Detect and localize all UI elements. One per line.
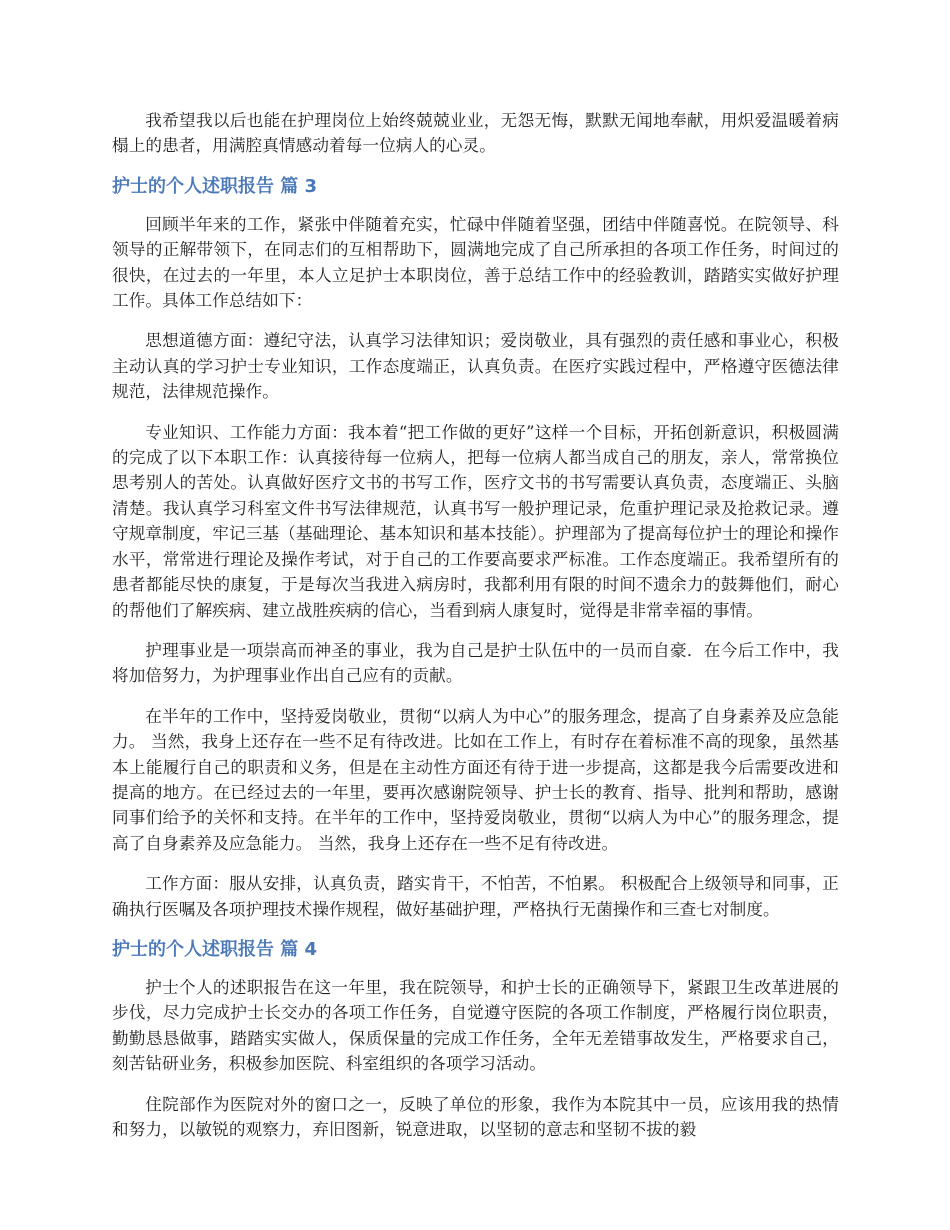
paragraph: 思想道德方面：遵纪守法，认真学习法律知识；爱岗敬业，具有强烈的责任感和事业心，积极主动认真的学习护士专业知识，工作态度端正，认真负责。在医疗实践过程中，严格遵守医德法律规范，法律规范操作。	[112, 331, 839, 402]
paragraph: 住院部作为医院对外的窗口之一，反映了单位的形象，我作为本院其中一员，应该用我的热情和努力，以敏锐的观察力，弃旧图新，锐意进取，以坚韧的意志和坚韧不拔的毅	[112, 1094, 839, 1139]
paragraph: 工作方面：服从安排，认真负责，踏实肯干，不怕苦，不怕累。 积极配合上级领导和同事，正确执行医嘱及各项护理技术操作规程，做好基础护理，严格执行无菌操作和三查七对制度。	[112, 874, 839, 919]
document-page	[112, 108, 839, 1157]
section-heading-3: 护士的个人述职报告 篇 3	[112, 175, 318, 197]
paragraph: 护理事业是一项崇高而神圣的事业，我为自己是护士队伍中的一员而自豪．在今后工作中，我将加倍努力，为护理事业作出自己应有的贡献。	[112, 640, 839, 686]
paragraph: 专业知识、工作能力方面：我本着“把工作做的更好”这样一个目标，开拓创新意识，积极圆满的完成了以下本职工作：认真接待每一位病人，把每一位病人都当成自己的朋友，亲人，常常换位思考别人的苦处。认真做好医疗文书的书写工作，医疗文书的书写需要认真负责，态度端正、头脑清楚。我认真学习科室文件书写法律规范，认真书写一般护理记录，危重护理记录及抢救记录。遵守规章制度，牢记三基（基础理论、基本知识和基本技能）。护理部为了提高每位护士的理论和操作水平，常常进行理论及操作考试，对于自己的工作要高要求严标准。工作态度端正。我希望所有的患者都能尽快的康复，于是每次当我进入病房时，我都利用有限的时间不遗余力的鼓舞他们，耐心的帮他们了解疾病、建立战胜疾病的信心，当看到病人康复时，觉得是非常幸福的事情。	[112, 422, 839, 620]
paragraph: 护士个人的述职报告在这一年里，我在院领导，和护士长的正确领导下，紧跟卫生改革进展的步伐，尽力完成护士长交办的各项工作任务，自觉遵守医院的各项工作制度，严格履行岗位职责，勤勤恳恳做事，踏踏实实做人，保质保量的完成工作任务，全年无差错事故发生，严格要求自己，刻苦钻研业务，积极参加医院、科室组织的各项学习活动。	[112, 977, 839, 1074]
section-heading-4: 护士的个人述职报告 篇 4	[112, 938, 318, 960]
paragraph: 回顾半年来的工作，紧张中伴随着充实，忙碌中伴随着坚强，团结中伴随喜悦。在院领导、科领导的正解带领下，在同志们的互相帮助下，圆满地完成了自己所承担的各项工作任务，时间过的很快，在过去的一年里，本人立足护士本职岗位，善于总结工作中的经验教训，踏踏实实做好护理工作。具体工作总结如下：	[112, 214, 839, 311]
paragraph: 我希望我以后也能在护理岗位上始终兢兢业业，无怨无悔，默默无闻地奉献，用炽爱温暖着病榻上的患者，用满腔真情感动着每一位病人的心灵。	[112, 111, 839, 156]
paragraph: 在半年的工作中，坚持爱岗敬业，贯彻“以病人为中心”的服务理念，提高了自身素养及应急能力。 当然，我身上还存在一些不足有待改进。比如在工作上，有时存在着标准不高的现象，虽然基本上能履行自己的职责和义务，但是在主动性方面还有待于进一步提高，这都是我今后需要改进和提高的地方。在已经过去的一年里，要再次感谢院领导、护士长的教育、指导、批判和帮助，感谢同事们给予的关怀和支持。在半年的工作中，坚持爱岗敬业，贯彻“以病人为中心”的服务理念，提高了自身素养及应急能力。 当然，我身上还存在一些不足有待改进。	[112, 706, 839, 853]
